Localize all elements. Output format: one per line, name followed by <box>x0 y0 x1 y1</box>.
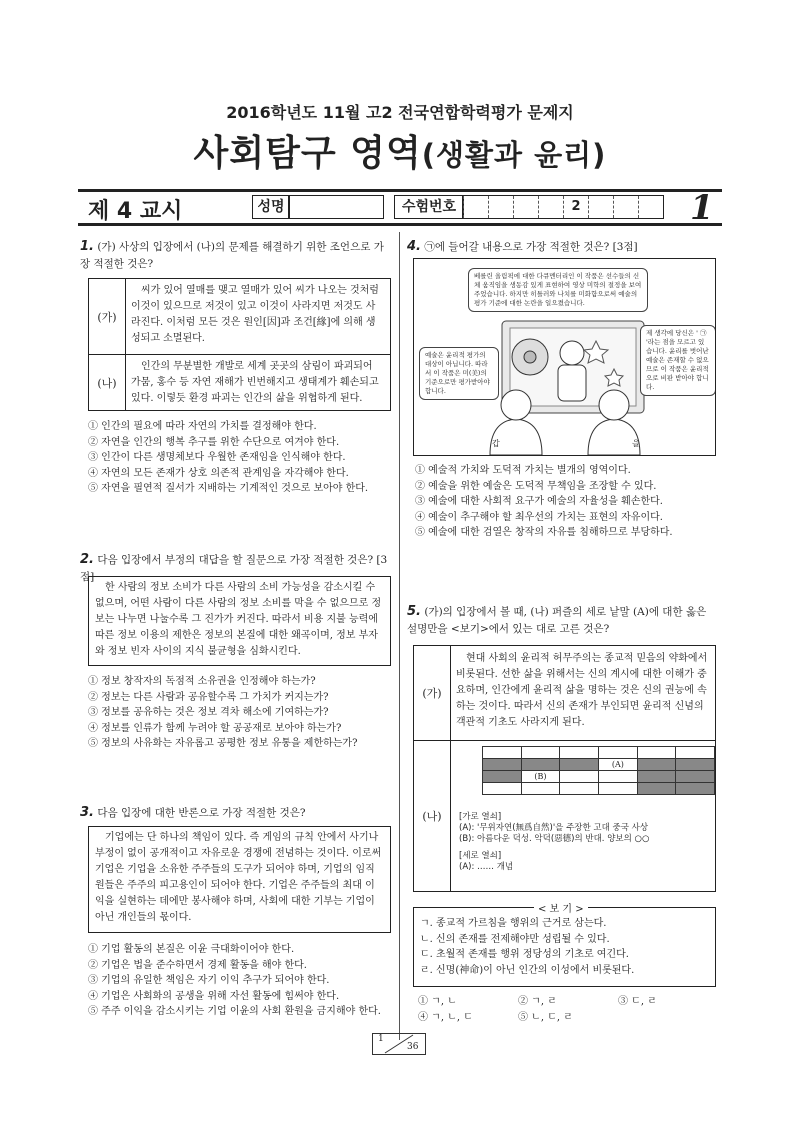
q5-row-divider <box>414 740 715 741</box>
q5-option-4[interactable]: ④ ㄱ, ㄴ, ㄷ <box>418 1011 473 1023</box>
question-2-passage-box <box>88 576 391 666</box>
clue-horizontal-title: [가로 열쇠] <box>459 812 502 822</box>
question-3-text: 다음 입장에 대한 반론으로 가장 적절한 것은? <box>97 807 306 819</box>
puzzle-cell-shaded <box>483 771 522 783</box>
question-5-table <box>413 645 716 892</box>
exam-number-field[interactable] <box>462 195 664 219</box>
header-rule-bottom <box>78 223 722 226</box>
q5-options-row-2 <box>418 1010 718 1026</box>
q5-na-label-cell <box>414 741 451 891</box>
bogi-box <box>413 904 716 987</box>
question-2-options <box>88 674 393 752</box>
bubble-narrator: 베를린 올림픽에 대한 다큐멘터리인 이 작품은 선수들의 신체 움직임을 생동감 있게 표현하여 영상 미학의 절정을 보여주었습니다. 하지만 히틀러와 나치를 미화함으로써 예술의 평가 기준에 대한 논란을 일으켰습니다. <box>468 268 648 312</box>
question-5-stem <box>407 603 719 638</box>
person-b-label: 을 <box>632 439 640 448</box>
header-rule-top <box>78 189 722 192</box>
session-label: 제 4 교시 <box>88 199 183 224</box>
q3-option-4[interactable]: ④ 기업은 사회화의 공생을 위해 자선 활동에 힘써야 한다. <box>88 990 340 1002</box>
bubble-person-b: 제 생각에 당신은 ' ㉠ '라는 점을 모르고 있습니다. 윤리를 벗어난 예술은 존재할 수 없으므로 이 작품은 윤리적으로 비판 받아야 합니다. <box>640 325 716 396</box>
q4-option-4[interactable]: ④ 예술이 추구해야 할 최우선의 가치는 표현의 자유이다. <box>415 511 663 523</box>
exam-main-title <box>0 125 800 176</box>
bogi-item-4: ㄹ. 신명(神命)이 아닌 인간의 이성에서 비롯된다. <box>420 964 635 976</box>
puzzle-cell-a: (A) <box>598 759 637 771</box>
clue-horizontal-a: (A): '무위자연(無爲自然)'을 주장한 고대 중국 사상 <box>459 823 649 833</box>
puzzle-cell-shaded <box>521 759 560 771</box>
q4-option-2[interactable]: ② 예술을 위한 예술은 도덕적 무책임을 조장할 수 있다. <box>415 480 657 492</box>
q5-options-row-1 <box>418 994 718 1010</box>
page-indicator-total: 36 <box>407 1042 419 1052</box>
q1-na-label-cell <box>89 355 126 410</box>
exam-digit <box>488 196 513 218</box>
q5-na-label: (나) <box>422 810 442 823</box>
puzzle-cell <box>598 747 637 759</box>
puzzle-cell <box>483 747 522 759</box>
puzzle-cell-shaded <box>560 759 599 771</box>
column-divider <box>399 232 400 1040</box>
q1-option-3[interactable]: ③ 인간이 다른 생명체보다 우월한 존재임을 인식해야 한다. <box>88 452 346 463</box>
question-3-options <box>88 942 398 1020</box>
exam-digit: 2 <box>563 196 588 218</box>
question-1-text: (가) 사상의 입장에서 (나)의 문제를 해결하기 위한 조언으로 가장 적절한 것은? <box>80 241 384 270</box>
q3-option-5[interactable]: ⑤ 주주 이익을 감소시키는 기업 이윤의 사회 환원을 금지해야 한다. <box>88 1006 381 1017</box>
question-1-number: 1. <box>80 239 94 254</box>
q1-ga-label-cell <box>89 279 126 354</box>
q2-option-3[interactable]: ③ 정보를 공유하는 것은 정보 격차 해소에 기여하는가? <box>88 707 329 718</box>
puzzle-clues <box>459 812 709 873</box>
puzzle-cell <box>598 771 637 783</box>
q1-na-text: 인간의 무분별한 개발로 세계 곳곳의 삼림이 파괴되어 가뭄, 홍수 등 자연 재해가 빈번해지고 생태계가 훼손되고 있다. 이렇듯 환경 파괴는 인간의 삶을 위협하게 된다. <box>131 361 379 404</box>
puzzle-cell-shaded <box>676 759 715 771</box>
puzzle-cell-b: (B) <box>521 771 560 783</box>
q1-ga-text: 씨가 있어 열매를 맺고 열매가 있어 씨가 나오는 것처럼 이것이 있으므로 저것이 있고 이것이 사라지면 저것도 사라진다. 이처럼 모든 것은 원인[因]과 조건[緣]에 의해 생성되고 소멸된다. <box>131 285 379 344</box>
exam-digit <box>613 196 638 218</box>
clue-vertical-a: (A): …… 개념 <box>459 862 514 872</box>
crossword-puzzle <box>482 746 715 795</box>
question-1-table <box>88 278 391 411</box>
q5-ga-label-cell <box>414 646 451 740</box>
exam-digit <box>513 196 538 218</box>
exam-top-title: 2016학년도 11월 고2 전국연합학력평가 문제지 <box>226 103 574 122</box>
question-4-stem <box>407 238 719 256</box>
puzzle-cell <box>598 783 637 795</box>
puzzle-cell-shaded <box>676 771 715 783</box>
q3-option-2[interactable]: ② 기업은 법을 준수하면서 경제 활동을 해야 한다. <box>88 959 307 971</box>
q2-option-5[interactable]: ⑤ 정보의 사유화는 자유롭고 공평한 정보 유통을 제한하는가? <box>88 738 358 749</box>
q5-option-1[interactable]: ① ㄱ, ㄴ <box>418 996 457 1007</box>
page-indicator-current: 1 <box>378 1034 384 1044</box>
bogi-item-2: ㄴ. 신의 존재를 전제해야만 성립될 수 있다. <box>420 933 610 945</box>
name-label: 성명 <box>252 195 290 219</box>
q2-option-2[interactable]: ② 정보는 다른 사람과 공유할수록 그 가치가 커지는가? <box>88 691 329 703</box>
question-3-passage-box <box>88 826 391 933</box>
q5-option-2[interactable]: ② ㄱ, ㄹ <box>518 996 557 1007</box>
subject-subtitle: (생활과 윤리) <box>421 138 607 172</box>
q1-option-2[interactable]: ② 자연을 인간의 행복 추구를 위한 수단으로 여겨야 한다. <box>88 436 340 448</box>
bogi-list <box>420 916 710 978</box>
question-2-number: 2. <box>80 552 94 567</box>
q4-option-3[interactable]: ③ 예술에 대한 사회적 요구가 예술의 자율성을 훼손한다. <box>415 496 663 507</box>
question-5-number: 5. <box>407 604 421 619</box>
q5-ga-label: (가) <box>422 687 442 700</box>
clue-vertical-title: [세로 열쇠] <box>459 851 502 861</box>
puzzle-cell <box>560 783 599 795</box>
puzzle-cell-shaded <box>637 759 676 771</box>
q3-option-3[interactable]: ③ 기업의 유일한 책임은 자기 이익 추구가 되어야 한다. <box>88 975 330 986</box>
bogi-title: < 보 기 > <box>534 900 588 915</box>
q1-option-1[interactable]: ① 인간의 필요에 따라 자연의 가치를 결정해야 한다. <box>88 421 317 432</box>
q1-row-divider <box>89 354 390 355</box>
puzzle-cell <box>637 747 676 759</box>
puzzle-cell <box>521 783 560 795</box>
q1-option-5[interactable]: ⑤ 자연을 필연적 질서가 지배하는 기계적인 것으로 보아야 한다. <box>88 483 369 494</box>
q5-option-5[interactable]: ⑤ ㄴ, ㄷ, ㄹ <box>518 1011 573 1023</box>
question-4-text: ㉠에 들어갈 내용으로 가장 적절한 것은? [3점] <box>424 241 638 253</box>
bogi-item-3: ㄷ. 초월적 존재를 행위 정당성의 기초로 여긴다. <box>420 949 629 960</box>
question-4-options <box>415 463 720 541</box>
question-5-text: (가)의 입장에서 볼 때, (나) 퍼즐의 세로 낱말 (A)에 대한 옳은 설명만을 <보기>에서 있는 대로 고른 것은? <box>407 606 707 635</box>
puzzle-cell-shaded <box>637 783 676 795</box>
page-number: 1 <box>690 188 714 228</box>
q2-option-1[interactable]: ① 정보 창작자의 독점적 소유권을 인정해야 하는가? <box>88 676 316 687</box>
exam-digit <box>538 196 563 218</box>
puzzle-cell <box>521 747 560 759</box>
q3-passage: 기업에는 단 하나의 책임이 있다. 즉 게임의 규칙 안에서 사기나 부정이 없이 공개적이고 자유로운 경쟁에 전념하는 것이다. 이로써 기업은 기업을 소유한 주주들의 도구가 되어야 하며, 기업의 임직원들은 주주의 피고용인이 되어야 한다. 기업은 주주들의 최대 이익을 실현하는 데에만 봉사해야 하며, 사회에 대한 기부는 기업이 아닌 개인들의 몫이다. <box>95 832 382 923</box>
q5-option-3[interactable]: ③ ㄷ, ㄹ <box>618 996 657 1007</box>
question-4-illustration <box>413 258 716 456</box>
q1-ga-label: (가) <box>97 310 117 324</box>
q4-option-5[interactable]: ⑤ 예술에 대한 검열은 창작의 자유를 침해하므로 부당하다. <box>415 527 673 538</box>
puzzle-cell <box>560 747 599 759</box>
exam-digit <box>588 196 613 218</box>
exam-number-label: 수험번호 <box>394 195 464 219</box>
q2-passage: 한 사람의 정보 소비가 다른 사람의 소비 가능성을 감소시킬 수 없으며, 어떤 사람이 다른 사람의 정보 소비를 막을 수 없으므로 정보는 나누면 나눌수록 그 진가가 커진다. 따라서 비용 지불 능력에 따른 정보 이용의 제한은 정보의 본질에 대한 왜곡이며, 정보 부자와 정보 빈자 사이의 지식 불균형을 심화시킨다. <box>95 582 382 657</box>
page-indicator <box>372 1033 426 1055</box>
question-4-number: 4. <box>407 239 421 254</box>
question-3-number: 3. <box>80 805 94 820</box>
person-a-label: 갑 <box>492 439 500 448</box>
question-3-stem <box>80 804 392 822</box>
question-2-text: 다음 입장에서 부정의 대답을 할 질문으로 가장 적절한 것은? [3점] <box>80 554 388 583</box>
q3-option-1[interactable]: ① 기업 활동의 본질은 이윤 극대화이어야 한다. <box>88 944 295 955</box>
bubble-person-a: 예술은 윤리적 평가의 대상이 아닙니다. 따라서 이 작품은 미(美)의 기준으로만 평가받아야 합니다. <box>419 347 499 400</box>
question-5-options <box>418 994 718 1025</box>
puzzle-cell <box>560 771 599 783</box>
puzzle-cell <box>483 783 522 795</box>
puzzle-cell <box>676 747 715 759</box>
question-1-stem <box>80 238 392 273</box>
name-field[interactable] <box>288 195 384 219</box>
q1-na-label: (나) <box>97 376 117 390</box>
q2-option-4[interactable]: ④ 정보를 인류가 함께 누려야 할 공공재로 보아야 하는가? <box>88 722 342 734</box>
q1-option-4[interactable]: ④ 자연의 모든 존재가 상호 의존적 관계임을 자각해야 한다. <box>88 467 349 479</box>
puzzle-cell-shaded <box>676 783 715 795</box>
question-1-options <box>88 419 393 497</box>
clue-horizontal-b: (B): 아름다운 덕성. 악덕(惡德)의 반대. 양보의 ○○ <box>459 834 650 844</box>
subject-title: 사회탐구 영역 <box>193 133 422 174</box>
q5-ga-text: 현대 사회의 윤리적 허무주의는 종교적 믿음의 약화에서 비롯된다. 선한 삶을 위해서는 신의 계시에 대한 이해가 중요하며, 인간에게 윤리적 삶을 명하는 것은 신의 권능에 속하는 것이다. 따라서 신의 존재가 부인되면 윤리적 신념의 객관적 기초도 사라지게 된다. <box>456 653 708 728</box>
puzzle-cell-shaded <box>483 759 522 771</box>
puzzle-cell-shaded <box>637 771 676 783</box>
bogi-item-1: ㄱ. 종교적 가르침을 행위의 근거로 삼는다. <box>420 918 607 929</box>
exam-digit <box>638 196 663 218</box>
q4-option-1[interactable]: ① 예술적 가치와 도덕적 가치는 별개의 영역이다. <box>415 465 631 476</box>
exam-digit <box>463 196 488 218</box>
